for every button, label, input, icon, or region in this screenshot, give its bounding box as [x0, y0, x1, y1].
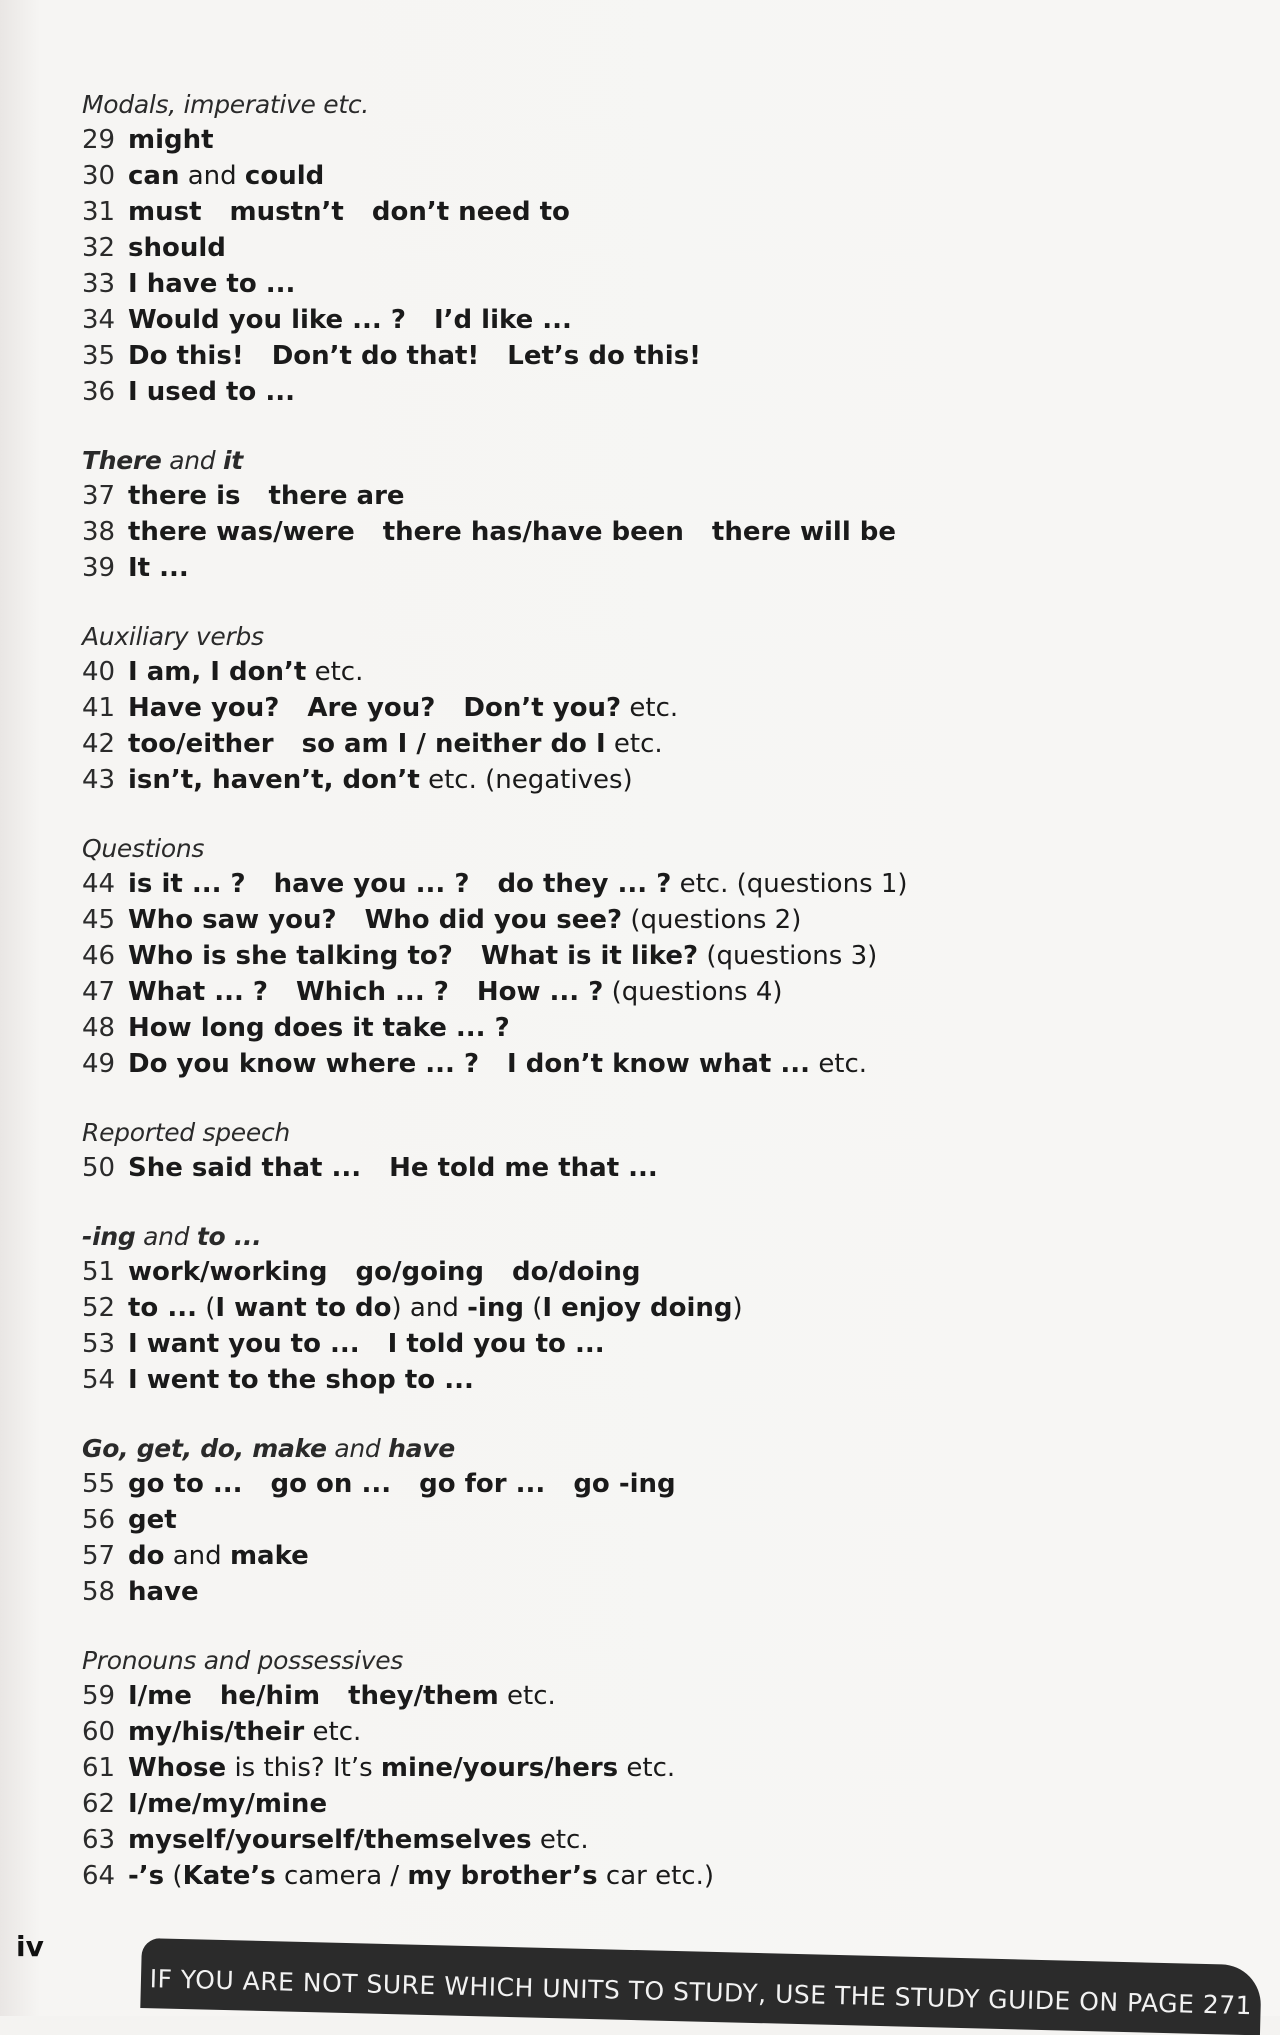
unit-entry — [82, 1362, 982, 1398]
section-heading: Go, get, do, make and have — [82, 1434, 455, 1463]
unit-entry — [82, 550, 982, 586]
unit-entry — [82, 1046, 982, 1082]
contents-list — [82, 88, 982, 1928]
unit-entry — [82, 1858, 982, 1894]
unit-title: What ... ? Which ... ? How ... ? (questions 4) — [128, 977, 783, 1007]
unit-number: 47 — [82, 977, 116, 1007]
unit-entry — [82, 1714, 982, 1750]
unit-title: my/his/their etc. — [128, 1717, 362, 1747]
unit-title: to ... (I want to do) and -ing (I enjoy doing) — [128, 1293, 743, 1323]
unit-entry — [82, 194, 982, 230]
unit-number: 53 — [82, 1329, 116, 1359]
unit-number: 29 — [82, 125, 116, 155]
unit-entry — [82, 1538, 982, 1574]
unit-number: 49 — [82, 1049, 116, 1079]
unit-number: 54 — [82, 1365, 116, 1395]
unit-number: 31 — [82, 197, 116, 227]
unit-entry — [82, 1254, 982, 1290]
unit-number: 48 — [82, 1013, 116, 1043]
unit-entry — [82, 762, 982, 798]
unit-entry — [82, 726, 982, 762]
unit-title: How long does it take ... ? — [128, 1013, 510, 1043]
unit-number: 61 — [82, 1753, 116, 1783]
unit-entry — [82, 514, 982, 550]
unit-title: get — [128, 1505, 177, 1535]
unit-number: 39 — [82, 553, 116, 583]
unit-title: can and could — [128, 161, 325, 191]
unit-entry — [82, 974, 982, 1010]
unit-title: might — [128, 125, 214, 155]
unit-title: there was/were there has/have been there will be — [128, 517, 897, 547]
unit-number: 38 — [82, 517, 116, 547]
unit-title: do and make — [128, 1541, 309, 1571]
unit-entry — [82, 1150, 982, 1186]
page-number: iv — [16, 1930, 44, 1963]
contents-section — [82, 444, 982, 586]
unit-title: Who is she talking to? What is it like? (questions 3) — [128, 941, 878, 971]
unit-number: 32 — [82, 233, 116, 263]
unit-entry — [82, 338, 982, 374]
unit-number: 59 — [82, 1681, 116, 1711]
contents-section — [82, 88, 982, 410]
unit-number: 62 — [82, 1789, 116, 1819]
unit-entry — [82, 1750, 982, 1786]
unit-entry — [82, 866, 982, 902]
unit-number: 35 — [82, 341, 116, 371]
unit-number: 60 — [82, 1717, 116, 1747]
section-heading: Modals, imperative etc. — [82, 90, 369, 119]
unit-entry — [82, 266, 982, 302]
unit-title: too/either so am I / neither do I etc. — [128, 729, 663, 759]
contents-section — [82, 1644, 982, 1894]
unit-number: 55 — [82, 1469, 116, 1499]
unit-entry — [82, 938, 982, 974]
unit-number: 42 — [82, 729, 116, 759]
unit-title: I/me he/him they/them etc. — [128, 1681, 556, 1711]
unit-entry — [82, 902, 982, 938]
unit-number: 56 — [82, 1505, 116, 1535]
unit-number: 36 — [82, 377, 116, 407]
unit-number: 34 — [82, 305, 116, 335]
unit-title: I am, I don’t etc. — [128, 657, 364, 687]
unit-title: have — [128, 1577, 199, 1607]
unit-entry — [82, 1326, 982, 1362]
unit-title: myself/yourself/themselves etc. — [128, 1825, 589, 1855]
unit-entry — [82, 1678, 982, 1714]
unit-entry — [82, 1010, 982, 1046]
unit-number: 44 — [82, 869, 116, 899]
unit-title: there is there are — [128, 481, 405, 511]
unit-number: 52 — [82, 1293, 116, 1323]
unit-title: isn’t, haven’t, don’t etc. (negatives) — [128, 765, 633, 795]
study-guide-banner: IF YOU ARE NOT SURE WHICH UNITS TO STUDY, USE THE STUDY GUIDE ON PAGE 271 — [140, 1938, 1261, 2035]
unit-entry — [82, 478, 982, 514]
unit-entry — [82, 230, 982, 266]
unit-entry — [82, 1786, 982, 1822]
unit-entry — [82, 1290, 982, 1326]
unit-title: I used to ... — [128, 377, 295, 407]
section-heading: Auxiliary verbs — [82, 622, 264, 651]
unit-title: Whose is this? It’s mine/yours/hers etc. — [128, 1753, 676, 1783]
unit-title: I have to ... — [128, 269, 296, 299]
unit-entry — [82, 1466, 982, 1502]
unit-number: 57 — [82, 1541, 116, 1571]
unit-number: 51 — [82, 1257, 116, 1287]
unit-number: 58 — [82, 1577, 116, 1607]
unit-title: She said that ... He told me that ... — [128, 1153, 658, 1183]
contents-section — [82, 1432, 982, 1610]
unit-title: -’s (Kate’s camera / my brother’s car etc.) — [128, 1861, 714, 1891]
unit-title: Who saw you? Who did you see? (questions 2) — [128, 905, 802, 935]
unit-title: Do you know where ... ? I don’t know what ... etc. — [128, 1049, 868, 1079]
section-heading: Reported speech — [82, 1118, 290, 1147]
unit-title: Would you like ... ? I’d like ... — [128, 305, 572, 335]
unit-title: I went to the shop to ... — [128, 1365, 474, 1395]
unit-number: 41 — [82, 693, 116, 723]
contents-section — [82, 1220, 982, 1398]
unit-number: 50 — [82, 1153, 116, 1183]
unit-number: 43 — [82, 765, 116, 795]
unit-title: should — [128, 233, 226, 263]
unit-number: 33 — [82, 269, 116, 299]
contents-section — [82, 1116, 982, 1186]
unit-title: Have you? Are you? Don’t you? etc. — [128, 693, 679, 723]
unit-title: It ... — [128, 553, 189, 583]
unit-entry — [82, 654, 982, 690]
unit-title: work/working go/going do/doing — [128, 1257, 641, 1287]
unit-entry — [82, 302, 982, 338]
contents-section — [82, 620, 982, 798]
unit-number: 37 — [82, 481, 116, 511]
unit-title: is it ... ? have you ... ? do they ... ? etc. (questions 1) — [128, 869, 908, 899]
unit-title: I/me/my/mine — [128, 1789, 328, 1819]
section-heading: Questions — [82, 834, 205, 863]
unit-number: 64 — [82, 1861, 116, 1891]
unit-title: Do this! Don’t do that! Let’s do this! — [128, 341, 702, 371]
unit-entry — [82, 1822, 982, 1858]
unit-entry — [82, 690, 982, 726]
section-heading: -ing and to ... — [82, 1222, 262, 1251]
unit-number: 46 — [82, 941, 116, 971]
unit-title: I want you to ... I told you to ... — [128, 1329, 605, 1359]
unit-title: must mustn’t don’t need to — [128, 197, 570, 227]
unit-entry — [82, 1574, 982, 1610]
unit-entry — [82, 374, 982, 410]
unit-number: 40 — [82, 657, 116, 687]
unit-number: 30 — [82, 161, 116, 191]
section-heading: Pronouns and possessives — [82, 1646, 404, 1675]
contents-section — [82, 832, 982, 1082]
unit-entry — [82, 1502, 982, 1538]
section-heading: There and it — [82, 446, 243, 475]
unit-entry — [82, 122, 982, 158]
unit-number: 63 — [82, 1825, 116, 1855]
unit-title: go to ... go on ... go for ... go -ing — [128, 1469, 676, 1499]
unit-number: 45 — [82, 905, 116, 935]
unit-entry — [82, 158, 982, 194]
